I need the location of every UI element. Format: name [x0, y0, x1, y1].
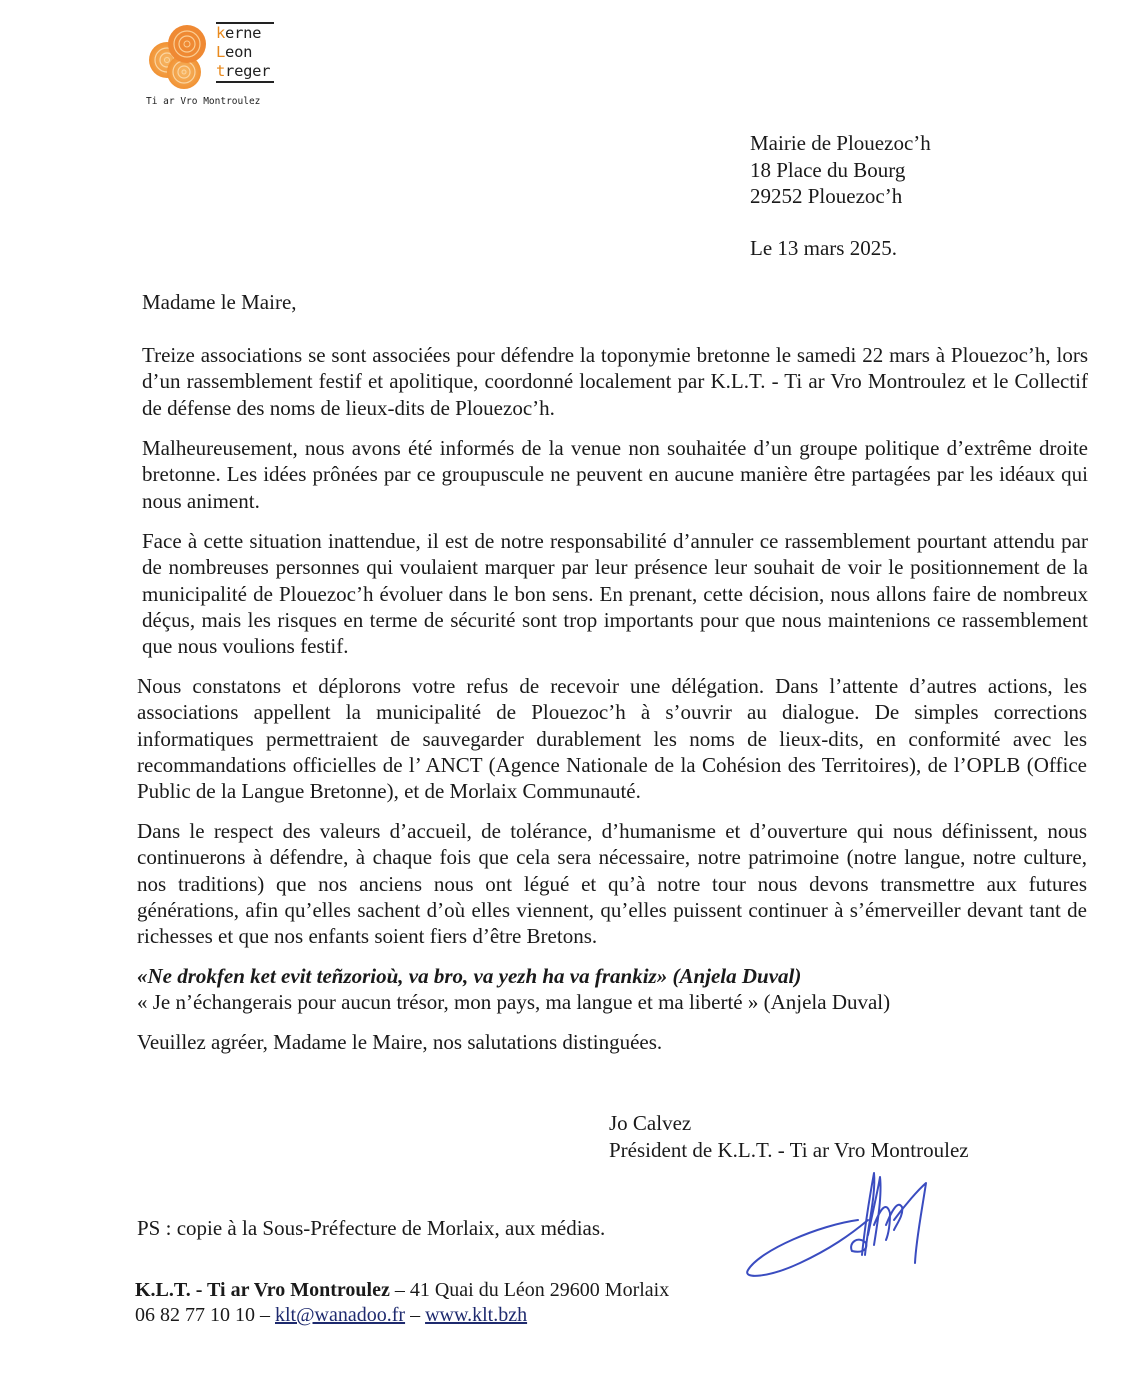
email-link[interactable]: klt@wanadoo.fr [275, 1304, 406, 1326]
paragraph-text: Nous constatons et déplorons votre refus de recevoir une délégation. Dans l’attente d’autres actions, les associations appellent la municipalité de Plouezoc’h à s’ouvrir au dialogue. De simples corrections informatiques permettraient de sauvegarder durablement les noms de lieux-dits, en conformité avec les recommandations officielles de l’ ANCT (Agence Nationale de la Cohésion des Territoires), de l’OPLB (Office Public de la Langue Bretonne), et de Morlaix Communauté. [137, 674, 1087, 804]
paragraph-text: Dans le respect des valeurs d’accueil, de tolérance, d’humanisme et d’ouverture qui nous définissent, nous continuerons à défendre, à chaque fois que cela sera nécessaire, notre patrimoine (notre langue, notre culture, nos traditions) que nos anciens nous ont légué et qu’à notre tour nous devons transmettre aux futures générations, afin qu’elles sachent d’où elles viennent, qu’elles puissent continuer à s’émerveiller devant tant de richesses et que nos enfants soient fiers d’être Bretons. [137, 819, 1087, 949]
footer-org-name: K.L.T. - Ti ar Vro Montroulez [135, 1279, 390, 1301]
paragraph-5 [137, 818, 1087, 949]
letter-date: Le 13 mars 2025. [750, 236, 897, 260]
recipient-street: 18 Place du Bourg [750, 157, 906, 182]
footer-separator: – [405, 1304, 426, 1326]
footer-contact [135, 1278, 669, 1328]
signer-title: Président de K.L.T. - Ti ar Vro Montroulez [609, 1137, 969, 1162]
logo-wordmark [215, 22, 277, 83]
recipient-name: Mairie de Plouezoc’h [750, 131, 931, 155]
paragraph-text: Malheureusement, nous avons été informés de la venue non souhaitée d’un groupe politique d’extrême droite bretonne. Les idées prônées par ce groupuscule ne peuvent en aucune manière être partagées par les idéaux qui nous animent. [142, 436, 1088, 513]
paragraph-text: Face à cette situation inattendue, il est de notre responsabilité d’annuler ce rassemblement pourtant attendu par de nombreuses personnes qui voulaient marquer par leur présence leur souhait de voir le positionnement de la municipalité de Plouezoc’h évoluer dans le bon sens. En prenant, cette décision, nous allons faire de nombreux déçus, mais les risques en terme de sécurité sont trop importants pour que nous maintenions ce rassemblement que nous voulions festif. [142, 529, 1088, 659]
footer-line-1 [135, 1278, 669, 1303]
recipient-city: 29252 Plouezoc’h [750, 184, 903, 208]
quote-breton: «Ne drokfen ket evit teñzorioù, va bro, va yezh ha va frankiz» (Anjela Duval) [137, 964, 802, 988]
handwritten-signature-icon [740, 1165, 940, 1285]
logo-line-leon: Leon [216, 43, 253, 61]
concentric-circles-logo-icon [147, 22, 217, 92]
quote-french: « Je n’échangerais pour aucun trésor, mon pays, ma langue et ma liberté » (Anjela Duval) [137, 990, 891, 1014]
paragraph-text: Treize associations se sont associées pour défendre la toponymie bretonne le samedi 22 mars à Plouezoc’h, lors d’un rassemblement festif et apolitique, coordonné localement par K.L.T. - Ti ar Vro Montroulez et le Collectif de défense des noms de lieux-dits de Plouezoc’h. [142, 343, 1088, 420]
logo-tagline: Ti ar Vro Montroulez [146, 96, 261, 107]
klt-logo [145, 18, 280, 113]
logo-bottom-rule [216, 81, 274, 83]
paragraph-2 [142, 435, 1088, 514]
footer-line-2 [135, 1303, 669, 1328]
signer-name: Jo Calvez [609, 1111, 692, 1135]
website-link[interactable]: www.klt.bzh [425, 1304, 528, 1326]
signer-block [609, 1110, 969, 1163]
footer-phone: 06 82 77 10 10 – [135, 1304, 275, 1326]
logo-line-kerne: kerne [216, 24, 262, 42]
paragraph-3 [142, 528, 1088, 659]
postscript: PS : copie à la Sous-Préfecture de Morlaix, aux médias. [137, 1216, 606, 1240]
recipient-address [750, 130, 931, 210]
footer-address: – 41 Quai du Léon 29600 Morlaix [389, 1279, 670, 1301]
logo-line-treger: treger [216, 62, 271, 80]
paragraph-4 [137, 673, 1087, 804]
paragraph-1 [142, 342, 1088, 421]
closing-formula: Veuillez agréer, Madame le Maire, nos salutations distinguées. [137, 1030, 663, 1054]
salutation: Madame le Maire, [142, 290, 297, 314]
